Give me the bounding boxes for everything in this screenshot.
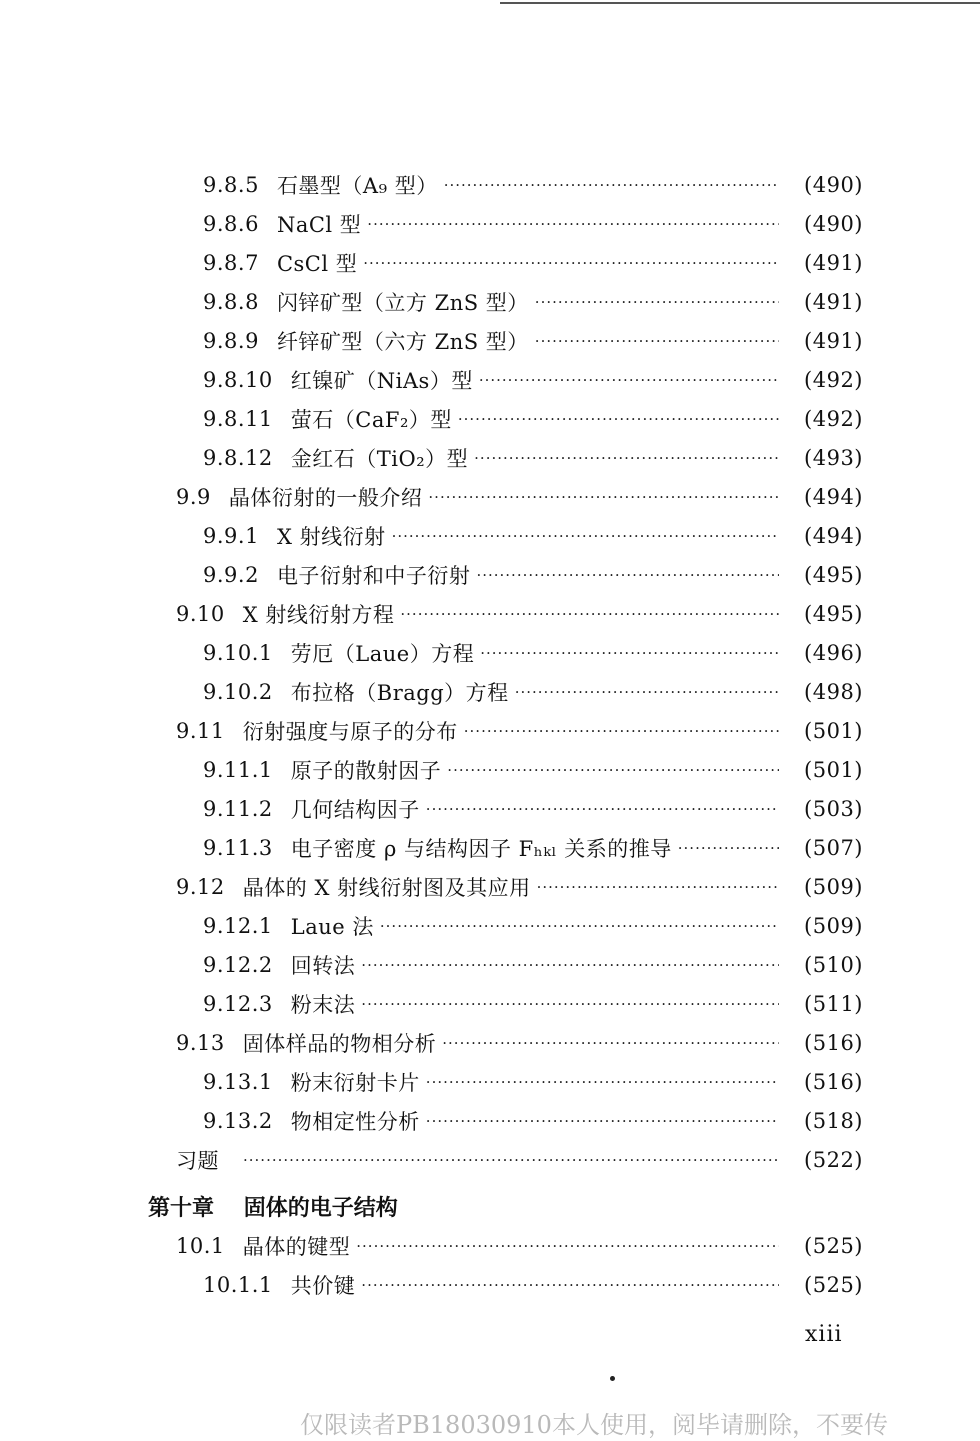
dot-leader [380,909,779,943]
entry-number: 9.8.8 [203,290,259,314]
entry-page: (525) [804,1234,863,1258]
entry-number: 9.9 [176,485,211,509]
entry-title: 萤石（CaF₂）型 [290,408,452,432]
toc-entry[interactable] [203,363,863,397]
dot-leader [243,1143,779,1177]
entry-number: 9.11.2 [203,797,273,821]
entry-number: 9.12.1 [203,914,273,938]
entry-number: 9.8.7 [203,251,259,275]
entry-page: (501) [804,758,863,782]
toc-entry[interactable] [203,792,863,826]
entry-page: (490) [804,212,863,236]
entry-title: Laue 法 [290,915,374,939]
entry-number: 9.12.3 [203,992,273,1016]
toc-entry[interactable] [203,909,863,943]
dot-leader [479,363,779,397]
entry-number: 9.8.6 [203,212,259,236]
toc-entry[interactable] [203,831,863,865]
toc-entry[interactable] [203,1065,863,1099]
entry-number: 9.10 [176,602,225,626]
entry-number: 习题 [176,1149,219,1173]
dot-leader [361,987,779,1021]
entry-number: 9.11.3 [203,836,273,860]
top-edge-rule [500,2,980,4]
entry-number: 9.10.1 [203,641,273,665]
dot-leader [444,168,779,202]
entry-number: 10.1 [176,1234,225,1258]
entry-page: (490) [804,173,863,197]
entry-page: (494) [804,485,863,509]
toc-entry[interactable] [203,675,863,709]
toc-entry[interactable] [203,168,863,202]
entry-page: (498) [804,680,863,704]
dot-leader [535,324,779,358]
entry-title: X 射线衍射方程 [242,603,395,627]
entry-page: (494) [804,524,863,548]
toc-entry[interactable] [203,948,863,982]
entry-number: 9.9.1 [203,524,259,548]
toc-entry[interactable] [203,753,863,787]
entry-number: 9.9.2 [203,563,259,587]
entry-page: (518) [804,1109,863,1133]
dot-leader [442,1026,779,1060]
dot-leader [515,675,779,709]
entry-number: 9.12 [176,875,225,899]
entry-title: 晶体的 X 射线衍射图及其应用 [242,876,531,900]
entry-page: (516) [804,1070,863,1094]
dot-leader [356,1229,779,1263]
toc-entry[interactable] [176,714,863,748]
dot-leader [447,753,779,787]
dot-leader [474,441,779,475]
dot-leader [476,558,779,592]
entry-page: (492) [804,407,863,431]
toc-entry[interactable] [203,324,863,358]
entry-title: 物相定性分析 [290,1110,420,1134]
entry-page: (492) [804,368,863,392]
dot-leader [537,870,779,904]
entry-title: 布拉格（Bragg）方程 [290,681,509,705]
toc-entry[interactable] [203,441,863,475]
watermark: 仅限读者PB18030910本人使用，阅毕请删除，不要传 [300,1411,888,1439]
toc-entry[interactable] [203,1104,863,1138]
entry-page: (525) [804,1273,863,1297]
entry-page: (491) [804,329,863,353]
entry-page: (516) [804,1031,863,1055]
dot-leader [426,1104,779,1138]
toc-entry[interactable] [176,480,863,514]
entry-number: 10.1.1 [203,1273,273,1297]
entry-number: 9.13.1 [203,1070,273,1094]
toc-entry[interactable] [176,870,863,904]
entry-title: NaCl 型 [276,213,362,237]
entry-page: (509) [804,914,863,938]
entry-number: 9.13 [176,1031,225,1055]
entry-number: 9.10.2 [203,680,273,704]
chapter-number: 第十章 [148,1195,215,1221]
dot-leader [678,831,779,865]
entry-page: (507) [804,836,863,860]
entry-number: 9.8.5 [203,173,259,197]
entry-title: 粉末法 [290,993,356,1017]
entry-title: 几何结构因子 [290,798,420,822]
entry-title: X 射线衍射 [276,525,386,549]
entry-number: 9.8.11 [203,407,273,431]
entry-number: 9.13.2 [203,1109,273,1133]
entry-number: 9.12.2 [203,953,273,977]
toc-entry[interactable] [203,519,863,553]
dot-leader [392,519,779,553]
entry-title: 红镍矿（NiAs）型 [290,369,473,393]
entry-number: 9.11 [176,719,225,743]
entry-title: 固体样品的物相分析 [242,1032,437,1056]
toc-entry[interactable] [176,1026,863,1060]
entry-title: 衍射强度与原子的分布 [242,720,458,744]
dot-leader [367,207,779,241]
toc-entry[interactable] [203,558,863,592]
print-speck [610,1376,615,1381]
dot-leader [363,246,779,280]
entry-title: 金红石（TiO₂）型 [290,447,469,471]
entry-page: (511) [804,992,863,1016]
entry-page: (510) [804,953,863,977]
dot-leader [464,714,779,748]
entry-number: 9.11.1 [203,758,273,782]
dot-leader [361,948,779,982]
entry-title: CsCl 型 [276,252,358,276]
chapter-title: 固体的电子结构 [243,1195,398,1221]
toc-entry[interactable] [203,1268,863,1302]
entry-page: (495) [804,563,863,587]
dot-leader [361,1268,779,1302]
entry-page: (491) [804,251,863,275]
entry-title: 回转法 [290,954,356,978]
entry-page: (493) [804,446,863,470]
entry-title: 共价键 [290,1274,356,1298]
entry-page: (491) [804,290,863,314]
toc-entry[interactable] [176,597,863,631]
entry-number: 9.8.12 [203,446,273,470]
toc-entry[interactable] [203,636,863,670]
toc-entry[interactable] [203,402,863,436]
toc-entry-exercises[interactable] [176,1143,863,1177]
toc-entry[interactable] [203,987,863,1021]
entry-page: (495) [804,602,863,626]
entry-title: 晶体衍射的一般介绍 [228,486,423,510]
entry-title: 石墨型（A₉ 型） [276,174,438,198]
entry-page: (522) [804,1148,863,1172]
dot-leader [426,1065,779,1099]
dot-leader [400,597,779,631]
entry-number: 9.8.10 [203,368,273,392]
entry-title: 粉末衍射卡片 [290,1071,420,1095]
toc-entry[interactable] [176,1229,863,1263]
entry-title: 电子衍射和中子衍射 [276,564,471,588]
entry-page: (496) [804,641,863,665]
entry-title: 纤锌矿型（六方 ZnS 型） [276,330,529,354]
toc-entry[interactable] [203,246,863,280]
entry-title: 电子密度 ρ 与结构因子 Fₕₖₗ 关系的推导 [290,837,672,861]
entry-page: (509) [804,875,863,899]
chapter-heading[interactable] [148,1191,398,1222]
entry-page: (501) [804,719,863,743]
entry-title: 闪锌矿型（立方 ZnS 型） [276,291,529,315]
toc-entry[interactable] [203,207,863,241]
dot-leader [458,402,779,436]
page-number: xiii [805,1322,843,1347]
dot-leader [428,480,779,514]
entry-title: 晶体的键型 [242,1235,351,1259]
dot-leader [426,792,779,826]
entry-page: (503) [804,797,863,821]
dot-leader [535,285,779,319]
toc-entry[interactable] [203,285,863,319]
entry-title: 原子的散射因子 [290,759,442,783]
dot-leader [480,636,779,670]
entry-number: 9.8.9 [203,329,259,353]
entry-title: 劳厄（Laue）方程 [290,642,475,666]
